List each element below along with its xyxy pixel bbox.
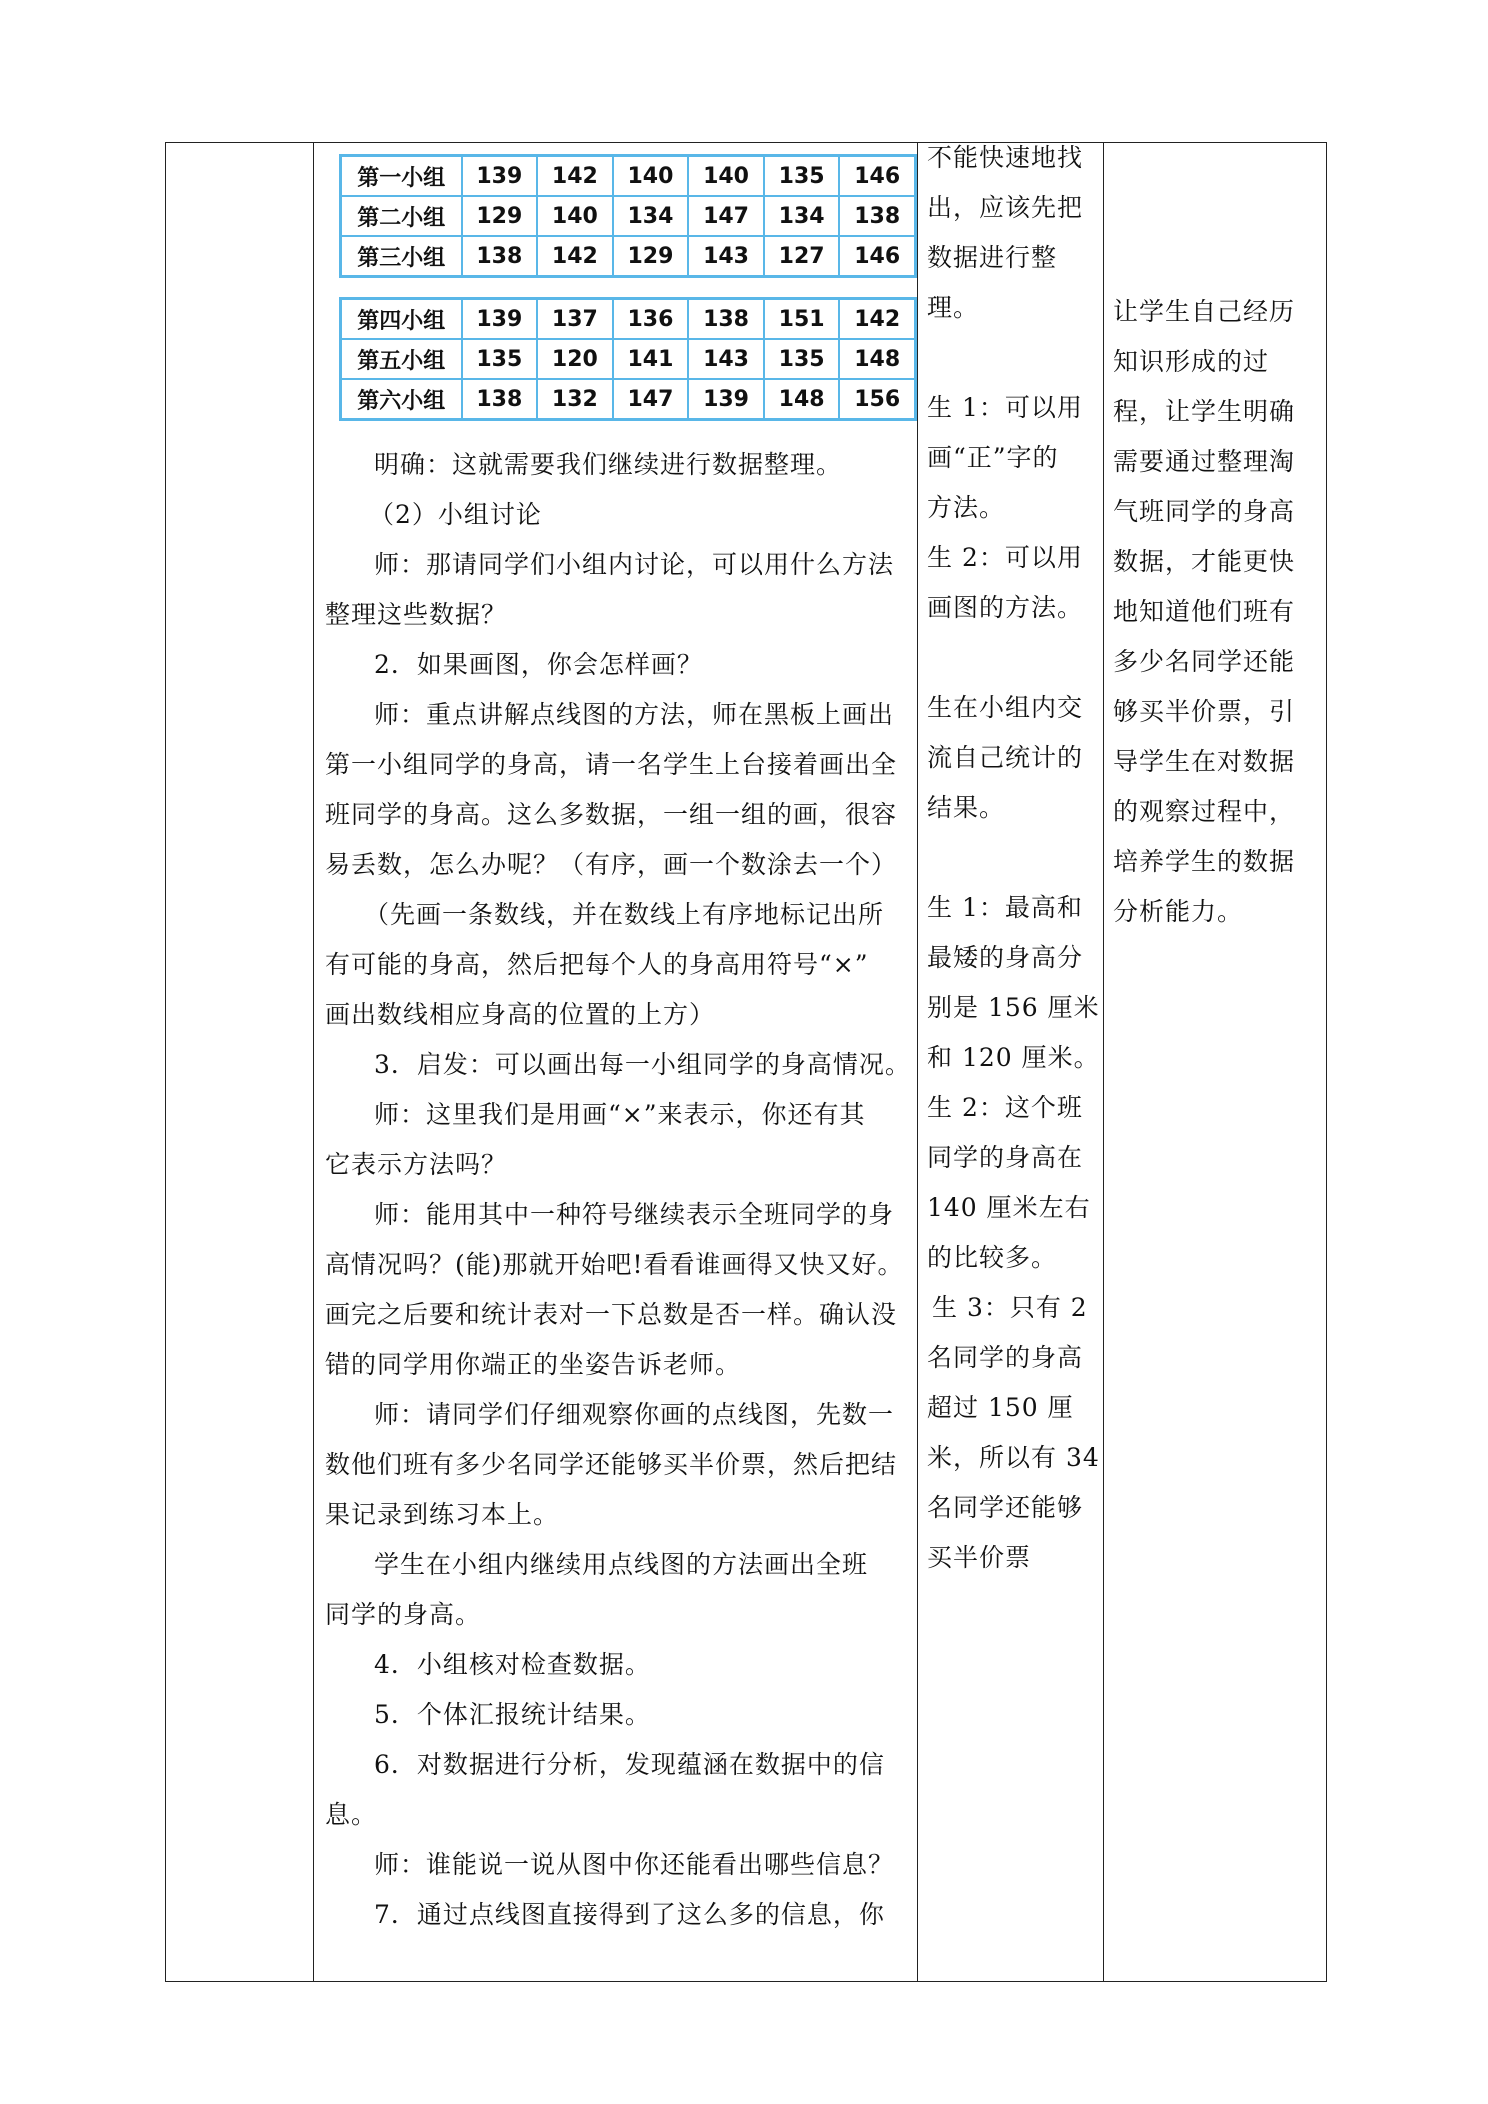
height-value-cell: 138: [839, 196, 915, 236]
height-value-cell: 129: [462, 196, 538, 236]
student-response-line: 不能快速地找: [927, 143, 1084, 172]
student-response-line: 生 1：可以用: [927, 393, 1083, 422]
group-name-cell: 第六小组: [341, 379, 462, 420]
process-text-line: 3．启发：可以画出每一小组同学的身高情况。: [374, 1050, 911, 1079]
height-data-table-1: [339, 154, 917, 278]
process-text-line: 易丢数，怎么办呢？（有序，画一个数涂去一个）: [325, 850, 898, 879]
height-value-cell: 138: [462, 236, 538, 277]
process-text-line: 6．对数据进行分析，发现蕴涵在数据中的信: [374, 1750, 885, 1779]
process-text-line: 数他们班有多少名同学还能够买半价票，然后把结: [325, 1450, 898, 1479]
student-response-line: 画图的方法。: [927, 593, 1084, 622]
process-text-line: 第一小组同学的身高，请一名学生上台接着画出全: [325, 750, 898, 779]
student-response-line: 方法。: [927, 493, 1006, 522]
process-text-line: 班同学的身高。这么多数据，一组一组的画，很容: [325, 800, 898, 829]
table-row: [341, 236, 916, 277]
process-text-line: 明确：这就需要我们继续进行数据整理。: [374, 450, 843, 479]
group-name-cell: 第一小组: [341, 156, 462, 197]
student-response-line: 的比较多。: [927, 1243, 1058, 1272]
height-value-cell: 146: [839, 156, 915, 197]
process-text-line: 画出数线相应身高的位置的上方）: [325, 1000, 716, 1029]
height-value-cell: 139: [462, 156, 538, 197]
height-value-cell: 140: [537, 196, 613, 236]
table-row: [341, 299, 916, 340]
process-text-line: 画完之后要和统计表对一下总数是否一样。确认没: [325, 1300, 898, 1329]
student-response-line: 生 2：这个班: [927, 1093, 1083, 1122]
student-response-line: 结果。: [927, 793, 1006, 822]
student-response-line: 流自己统计的: [927, 743, 1084, 772]
height-value-cell: 135: [462, 339, 538, 379]
height-value-cell: 120: [537, 339, 613, 379]
height-value-cell: 148: [839, 339, 915, 379]
height-value-cell: 137: [537, 299, 613, 340]
height-value-cell: 138: [688, 299, 764, 340]
process-text-line: 师：请同学们仔细观察你画的点线图，先数一: [374, 1400, 895, 1429]
student-response-line: 生在小组内交: [927, 693, 1084, 722]
height-value-cell: 147: [613, 379, 689, 420]
process-text-line: 2．如果画图，你会怎样画？: [374, 650, 703, 679]
process-text-line: 果记录到练习本上。: [325, 1500, 560, 1529]
height-value-cell: 143: [688, 339, 764, 379]
height-value-cell: 142: [537, 156, 613, 197]
height-value-cell: 136: [613, 299, 689, 340]
column-divider: [1103, 142, 1104, 1982]
height-data-table-2: [339, 297, 917, 421]
height-value-cell: 127: [764, 236, 840, 277]
process-text-line: 学生在小组内继续用点线图的方法画出全班: [374, 1550, 869, 1579]
height-value-cell: 140: [688, 156, 764, 197]
height-value-cell: 135: [764, 156, 840, 197]
design-intent-line: 导学生在对数据: [1113, 747, 1296, 776]
table-row: [341, 196, 916, 236]
height-value-cell: 147: [688, 196, 764, 236]
student-response-line: 理。: [927, 293, 980, 322]
design-intent-line: 地知道他们班有: [1113, 597, 1296, 626]
table-row: [341, 339, 916, 379]
height-value-cell: 142: [537, 236, 613, 277]
design-intent-line: 多少名同学还能: [1113, 647, 1296, 676]
table-row: [341, 156, 916, 197]
height-value-cell: 141: [613, 339, 689, 379]
process-text-line: 有可能的身高，然后把每个人的身高用符号“×”: [325, 950, 869, 979]
process-text-line: 它表示方法吗？: [325, 1150, 508, 1179]
height-value-cell: 134: [613, 196, 689, 236]
group-name-cell: 第三小组: [341, 236, 462, 277]
height-value-cell: 132: [537, 379, 613, 420]
column-divider: [313, 142, 314, 1982]
design-intent-line: 气班同学的身高: [1113, 497, 1296, 526]
student-response-line: 别是 156 厘米: [927, 993, 1100, 1022]
process-text-line: 师：重点讲解点线图的方法，师在黑板上画出: [374, 700, 895, 729]
height-value-cell: 151: [764, 299, 840, 340]
table-row: [341, 379, 916, 420]
height-value-cell: 156: [839, 379, 915, 420]
height-value-cell: 143: [688, 236, 764, 277]
process-text-line: （先画一条数线，并在数线上有序地标记出所: [364, 900, 885, 929]
process-text-line: 师：那请同学们小组内讨论，可以用什么方法: [374, 550, 895, 579]
student-response-line: 数据进行整: [927, 243, 1058, 272]
height-value-cell: 142: [839, 299, 915, 340]
student-response-line: 画“正”字的: [927, 443, 1059, 472]
process-text-line: 师：谁能说一说从图中你还能看出哪些信息？: [374, 1850, 895, 1879]
column-divider: [917, 142, 918, 1982]
height-value-cell: 138: [462, 379, 538, 420]
student-response-line: 买半价票: [927, 1543, 1032, 1572]
student-response-line: 出，应该先把: [927, 193, 1084, 222]
student-response-line: 名同学的身高: [927, 1343, 1084, 1372]
student-response-line: 生 2：可以用: [927, 543, 1083, 572]
height-value-cell: 129: [613, 236, 689, 277]
student-response-line: 生 1：最高和: [927, 893, 1083, 922]
student-response-line: 生 3：只有 2: [932, 1293, 1088, 1322]
height-value-cell: 140: [613, 156, 689, 197]
student-response-line: 名同学还能够: [927, 1493, 1084, 1522]
process-text-line: 同学的身高。: [325, 1600, 482, 1629]
design-intent-line: 知识形成的过: [1113, 347, 1270, 376]
process-text-line: 7．通过点线图直接得到了这么多的信息，你: [374, 1900, 885, 1929]
student-response-line: 最矮的身高分: [927, 943, 1084, 972]
student-response-line: 超过 150 厘: [927, 1393, 1074, 1422]
design-intent-line: 够买半价票，引: [1113, 697, 1296, 726]
student-response-line: 140 厘米左右: [927, 1193, 1091, 1222]
group-name-cell: 第五小组: [341, 339, 462, 379]
height-value-cell: 146: [839, 236, 915, 277]
design-intent-line: 培养学生的数据: [1113, 847, 1296, 876]
process-text-line: 师：这里我们是用画“×”来表示，你还有其: [374, 1100, 866, 1129]
height-value-cell: 139: [688, 379, 764, 420]
group-name-cell: 第二小组: [341, 196, 462, 236]
design-intent-line: 需要通过整理淘: [1113, 447, 1296, 476]
process-text-line: （2）小组讨论: [369, 500, 542, 529]
student-response-line: 米，所以有 34: [927, 1443, 1100, 1472]
process-text-line: 息。: [325, 1800, 378, 1829]
height-value-cell: 148: [764, 379, 840, 420]
student-response-line: 和 120 厘米。: [927, 1043, 1100, 1072]
design-intent-line: 的观察过程中，: [1113, 797, 1296, 826]
process-text-line: 4．小组核对检查数据。: [374, 1650, 651, 1679]
process-text-line: 5．个体汇报统计结果。: [374, 1700, 651, 1729]
height-value-cell: 139: [462, 299, 538, 340]
design-intent-line: 让学生自己经历: [1113, 297, 1296, 326]
process-text-line: 错的同学用你端正的坐姿告诉老师。: [325, 1350, 742, 1379]
design-intent-line: 数据，才能更快: [1113, 547, 1296, 576]
design-intent-line: 分析能力。: [1113, 897, 1244, 926]
group-name-cell: 第四小组: [341, 299, 462, 340]
process-text-line: 高情况吗？(能)那就开始吧!看看谁画得又快又好。: [325, 1250, 904, 1279]
design-intent-line: 程，让学生明确: [1113, 397, 1296, 426]
student-response-line: 同学的身高在: [927, 1143, 1084, 1172]
height-value-cell: 134: [764, 196, 840, 236]
process-text-line: 师：能用其中一种符号继续表示全班同学的身: [374, 1200, 895, 1229]
process-text-line: 整理这些数据？: [325, 600, 508, 629]
height-value-cell: 135: [764, 339, 840, 379]
